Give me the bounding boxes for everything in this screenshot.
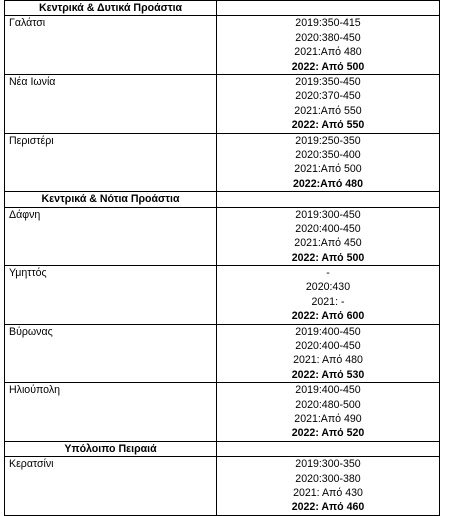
price-value: 2021: - [311, 295, 345, 308]
price-value: 2021:Από 490 [294, 412, 362, 425]
price-value: 2021:Από 450 [294, 237, 362, 250]
price-value: 2019:250-350 [295, 134, 361, 147]
price-values-cell [217, 207, 440, 266]
table-row [5, 324, 440, 383]
price-values-cell [217, 383, 440, 442]
price-value: 2021:Από 500 [294, 163, 362, 176]
price-value-2022: 2022: Από 500 [291, 251, 365, 264]
price-value-2022: 2022: Από 520 [291, 427, 365, 440]
price-table [4, 0, 440, 516]
section-title: Κεντρικά & Δυτικά Προάστια [5, 1, 217, 16]
price-values-cell [217, 324, 440, 383]
price-value-2022: 2022: Από 530 [291, 368, 365, 381]
price-value-2022: 2022: Από 600 [291, 310, 365, 323]
table-row [5, 74, 440, 133]
price-value: 2019:300-450 [295, 208, 361, 221]
price-values-cell [217, 457, 440, 516]
price-value: 2019:400-450 [295, 325, 361, 338]
price-values-cell [217, 16, 440, 75]
section-header-row [5, 441, 440, 456]
price-value-2022: 2022: Από 550 [291, 119, 365, 132]
price-values-cell [217, 74, 440, 133]
section-header-row [5, 192, 440, 207]
price-value: 2019:400-450 [295, 384, 361, 397]
area-name: Υμηττός [5, 266, 217, 325]
table-row [5, 457, 440, 516]
table-row [5, 16, 440, 75]
area-name: Βύρωνας [5, 324, 217, 383]
price-table-body [5, 1, 440, 516]
section-title: Κεντρικά & Νότια Προάστια [5, 192, 217, 207]
area-name: Νέα Ιωνία [5, 74, 217, 133]
section-title: Υπόλοιπο Πειραιά [5, 441, 217, 456]
price-value-2022: 2022: Από 500 [291, 60, 365, 73]
table-row [5, 133, 440, 192]
price-value: 2021:Από 550 [294, 104, 362, 117]
price-value-2022: 2022:Από 480 [293, 177, 363, 190]
section-header-empty-cell [217, 1, 440, 16]
section-header-row [5, 1, 440, 16]
table-row [5, 266, 440, 325]
section-header-empty-cell [217, 441, 440, 456]
area-name: Δάφνη [5, 207, 217, 266]
price-value: 2020:400-450 [295, 340, 361, 353]
price-value: 2021: Από 480 [293, 354, 363, 367]
table-row [5, 207, 440, 266]
price-value: 2020:480-500 [295, 398, 361, 411]
area-name: Ηλιούπολη [5, 383, 217, 442]
price-values-cell [217, 266, 440, 325]
area-name: Κερατσίνι [5, 457, 217, 516]
price-value-2022: 2022: Από 460 [291, 501, 365, 514]
area-name: Περιστέρι [5, 133, 217, 192]
price-value: 2021: Από 430 [293, 486, 363, 499]
section-header-empty-cell [217, 192, 440, 207]
table-row [5, 383, 440, 442]
price-value: 2021:Από 480 [294, 46, 362, 59]
price-value: - [326, 267, 330, 280]
price-value: 2020:380-450 [295, 31, 361, 44]
price-value: 2019:350-450 [295, 75, 361, 88]
price-value: 2020:300-380 [295, 472, 361, 485]
price-value: 2020:400-450 [295, 222, 361, 235]
price-value: 2020:430 [305, 281, 351, 294]
area-name: Γαλάτσι [5, 16, 217, 75]
price-value: 2019:350-415 [295, 17, 361, 30]
price-value: 2020:370-450 [295, 90, 361, 103]
price-values-cell [217, 133, 440, 192]
price-value: 2020:350-400 [295, 148, 361, 161]
price-value: 2019:300-350 [295, 458, 361, 471]
